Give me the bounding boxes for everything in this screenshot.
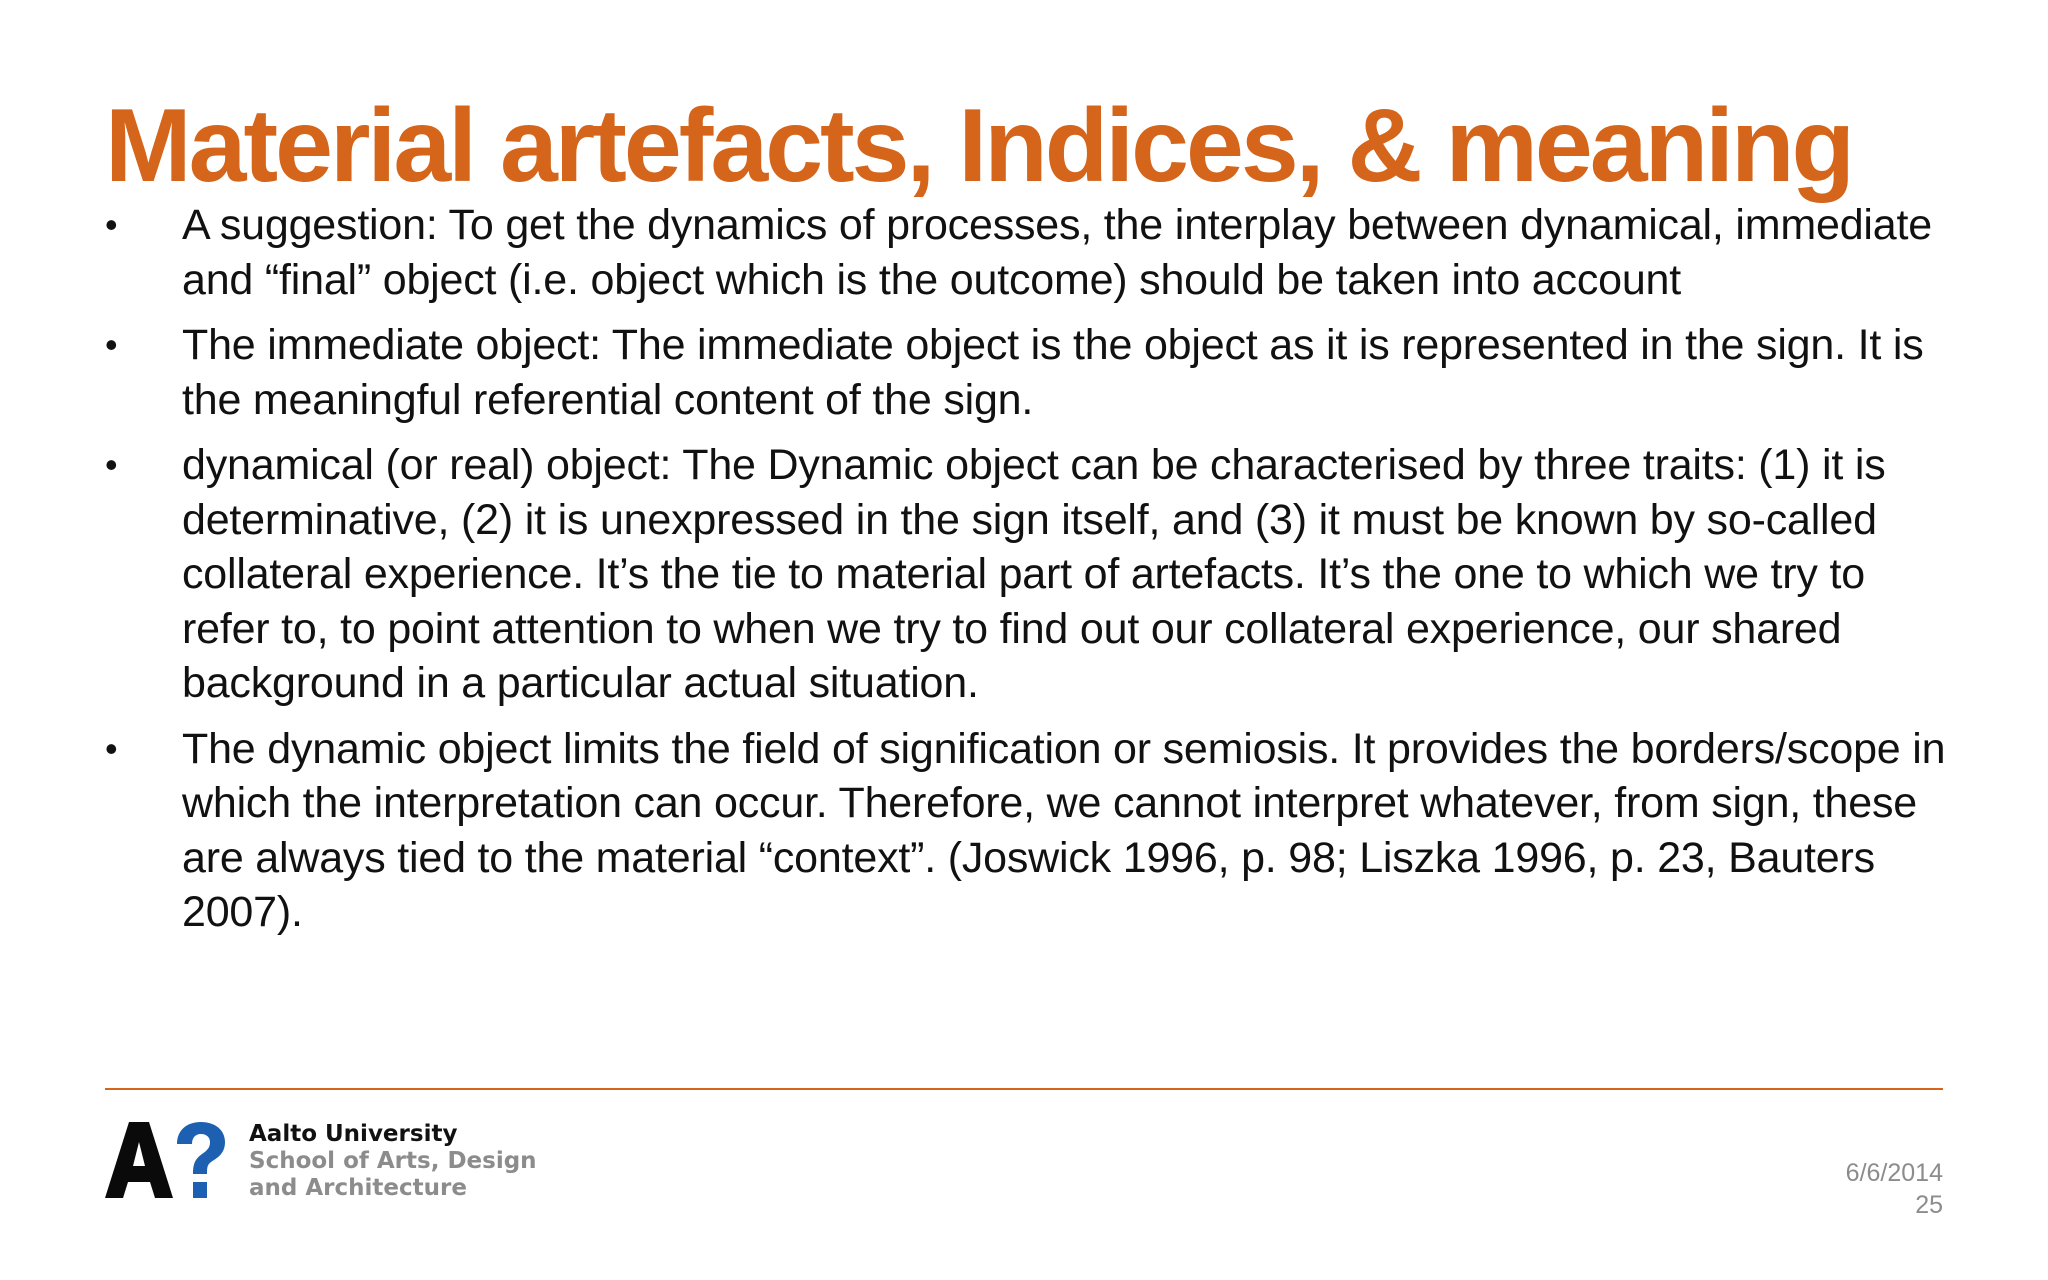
slide-number: 25 xyxy=(1915,1191,1943,1219)
aalto-a-question-logo xyxy=(105,1120,225,1200)
university-line2: School of Arts, Design xyxy=(249,1148,537,1174)
university-line3: and Architecture xyxy=(249,1175,467,1201)
bullet-marker: • xyxy=(105,727,118,769)
bullet-marker: • xyxy=(105,444,118,485)
logo-question-mark xyxy=(177,1122,225,1198)
university-name xyxy=(249,1121,537,1202)
bullet-item xyxy=(105,318,1955,427)
bullet-text: The dynamic object limits the field of signification or semiosis. It provides the borders/scope in which the interpretation can occur. Therefore, we cannot interpret whatever, from sign, these are always tied to the material “context”. (Joswick 1996, p. 98; Liszka 1996, p. 23, Bauters 2007). xyxy=(182,724,1946,936)
logo-letter-a xyxy=(105,1122,173,1198)
bullet-text: dynamical (or real) object: The Dynamic object can be characterised by three traits: (1) it is determinative, (2) it is unexpressed in the sign itself, and (3) it must be known by so-called collateral experience. It’s the tie to material part of artefacts. It’s the one to which we try to refer to, to point attention to when we try to find out our collateral experience, our shared background in a particular actual situation. xyxy=(182,441,1886,707)
footer-divider xyxy=(105,1088,1943,1090)
bullet-item xyxy=(105,722,1955,940)
slide-date: 6/6/2014 xyxy=(1845,1159,1943,1187)
bullet-item xyxy=(105,198,1955,307)
bullet-marker: • xyxy=(105,204,118,245)
bullet-list xyxy=(105,198,1955,951)
slide-title: Material artefacts, Indices, & meaning xyxy=(105,88,1853,204)
bullet-item xyxy=(105,438,1955,711)
bullet-text: A suggestion: To get the dynamics of processes, the interplay between dynamical, immediate and “final” object (i.e. object which is the outcome) should be taken into account xyxy=(182,201,1932,304)
university-line1: Aalto University xyxy=(249,1121,458,1147)
bullet-text: The immediate object: The immediate object is the object as it is represented in the sign. It is the meaningful referential content of the sign. xyxy=(182,321,1924,424)
bullet-marker: • xyxy=(105,324,118,365)
